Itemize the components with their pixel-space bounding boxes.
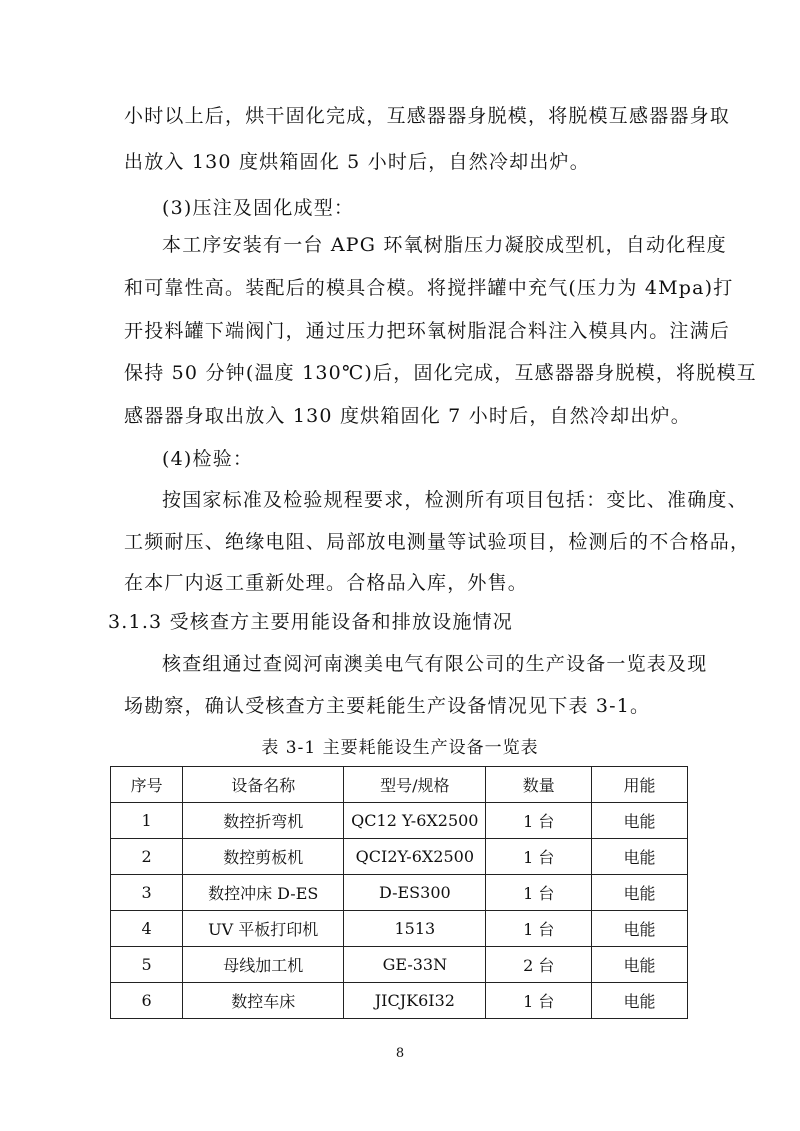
table-row [111, 947, 688, 983]
table-cell: 2 台 [486, 947, 592, 983]
table-cell: 电能 [592, 947, 688, 983]
section-heading: (3)压注及固化成型： [162, 197, 355, 219]
paragraph-line: 小时以上后，烘干固化完成，互感器器身脱模，将脱模互感器器身取 [124, 105, 731, 127]
table-cell: 6 [111, 983, 183, 1019]
section-heading: (4)检验： [162, 448, 254, 470]
paragraph-line: 在本厂内返工重新处理。合格品入库，外售。 [124, 572, 529, 594]
table-cell: 电能 [592, 839, 688, 875]
paragraph-line: 核查组通过查阅河南澳美电气有限公司的生产设备一览表及现 [162, 653, 708, 675]
header-cell: 用能 [592, 767, 688, 803]
table-cell: 电能 [592, 875, 688, 911]
page-number: 8 [395, 1046, 405, 1061]
paragraph-line: 场勘察，确认受核查方主要耗能生产设备情况见下表 3-1。 [124, 695, 651, 717]
table-cell: 4 [111, 911, 183, 947]
table-header-row [111, 767, 688, 803]
paragraph-line: 按国家标准及检验规程要求，检测所有项目包括：变比、准确度、 [162, 489, 748, 511]
table-cell: 1513 [344, 911, 486, 947]
paragraph-line: 工频耐压、绝缘电阻、局部放电测量等试验项目，检测后的不合格品， [124, 531, 751, 553]
table-cell: QC12 Y-6X2500 [344, 803, 486, 839]
equipment-table [110, 766, 688, 1019]
subsection-heading: 3.1.3 受核查方主要用能设备和排放设施情况 [108, 611, 513, 633]
table-cell: 电能 [592, 803, 688, 839]
paragraph-line: 和可靠性高。装配后的模具合模。将搅拌罐中充气(压力为 4Mpa)打 [124, 277, 734, 299]
table-caption: 表 3-1 主要耗能设生产设备一览表 [261, 738, 539, 758]
table-cell: 1 [111, 803, 183, 839]
table-cell: 1 台 [486, 803, 592, 839]
table-cell: 数控车床 [183, 983, 344, 1019]
table-row [111, 983, 688, 1019]
table-cell: 数控折弯机 [183, 803, 344, 839]
table-cell: 数控剪板机 [183, 839, 344, 875]
table-row [111, 911, 688, 947]
table-cell: 1 台 [486, 911, 592, 947]
table-cell: 3 [111, 875, 183, 911]
table-cell: 数控冲床 D-ES [183, 875, 344, 911]
table-cell: 1 台 [486, 983, 592, 1019]
table-cell: D-ES300 [344, 875, 486, 911]
table-cell: JICJK6I32 [344, 983, 486, 1019]
header-cell: 数量 [486, 767, 592, 803]
table-cell: GE-33N [344, 947, 486, 983]
table-cell: 电能 [592, 983, 688, 1019]
header-cell: 设备名称 [183, 767, 344, 803]
paragraph-line: 本工序安装有一台 APG 环氧树脂压力凝胶成型机，自动化程度 [162, 234, 727, 256]
table-cell: 2 [111, 839, 183, 875]
header-cell: 型号/规格 [344, 767, 486, 803]
paragraph-line: 出放入 130 度烘箱固化 5 小时后，自然冷却出炉。 [124, 151, 590, 173]
paragraph-line: 开投料罐下端阀门，通过压力把环氧树脂混合料注入模具内。注满后 [124, 320, 731, 342]
table-cell: 5 [111, 947, 183, 983]
paragraph-line: 保持 50 分钟(温度 130℃)后，固化完成，互感器器身脱模，将脱模互 [124, 362, 757, 384]
table-cell: 母线加工机 [183, 947, 344, 983]
header-cell: 序号 [111, 767, 183, 803]
table-cell: UV 平板打印机 [183, 911, 344, 947]
table-row [111, 803, 688, 839]
table-cell: 1 台 [486, 875, 592, 911]
table-cell: 电能 [592, 911, 688, 947]
paragraph-line: 感器器身取出放入 130 度烘箱固化 7 小时后，自然冷却出炉。 [124, 405, 691, 427]
table-row [111, 875, 688, 911]
table-cell: 1 台 [486, 839, 592, 875]
table-cell: QCI2Y-6X2500 [344, 839, 486, 875]
table-row [111, 839, 688, 875]
